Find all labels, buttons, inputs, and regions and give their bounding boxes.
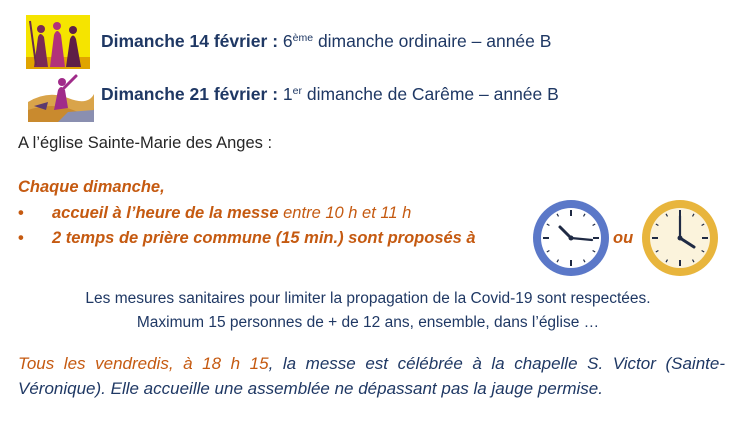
ordinal-suffix: ème	[292, 32, 314, 44]
event-line-1	[101, 31, 551, 52]
desert-figure-illustration	[28, 72, 94, 122]
clock-icon	[639, 197, 721, 279]
event-description: dimanche ordinaire – année B	[313, 31, 552, 51]
friday-mass-details: , la messe est célébrée à la chapelle S. Victor (Sainte-Véronique). Elle accueille une assemblée ne dépassant pas la jauge permise.	[18, 354, 725, 398]
schedule-item-1	[18, 204, 411, 223]
event-separator: :	[267, 31, 283, 51]
event-line-2	[101, 84, 559, 105]
schedule-item-rest: entre 10 h et 11 h	[278, 204, 412, 222]
bullet-marker: •	[18, 204, 24, 222]
schedule-heading: Chaque dimanche,	[18, 178, 165, 196]
schedule-item-bold: accueil à l’heure de la messe	[52, 204, 279, 222]
event-separator: :	[267, 84, 283, 104]
schedule-item-2	[18, 229, 476, 248]
event-description: dimanche de Carême – année B	[301, 84, 559, 104]
schedule-item-bold: 2 temps de prière commune (15 min.) sont proposés à	[52, 229, 476, 247]
friday-mass-paragraph	[18, 351, 725, 401]
pilgrims-illustration	[26, 15, 90, 69]
ordinal-suffix: er	[292, 85, 302, 97]
bullet-marker: •	[18, 229, 24, 247]
clock-icon	[530, 197, 612, 279]
sanitary-notice-line-2: Maximum 15 personnes de + de 12 ans, ensemble, dans l’église …	[136, 314, 600, 331]
friday-mass-time: Tous les vendredis, à 18 h 15	[18, 354, 269, 373]
ordinal-number: 6	[282, 31, 293, 51]
event-date: Dimanche 14 février	[101, 31, 268, 51]
church-intro: A l’église Sainte-Marie des Anges :	[18, 134, 273, 152]
sanitary-notice-line-1: Les mesures sanitaires pour limiter la propagation de la Covid-19 sont respectées.	[85, 290, 651, 307]
ordinal-number: 1	[282, 84, 293, 104]
clock-connector: ou	[613, 229, 634, 247]
event-date: Dimanche 21 février	[101, 84, 268, 104]
